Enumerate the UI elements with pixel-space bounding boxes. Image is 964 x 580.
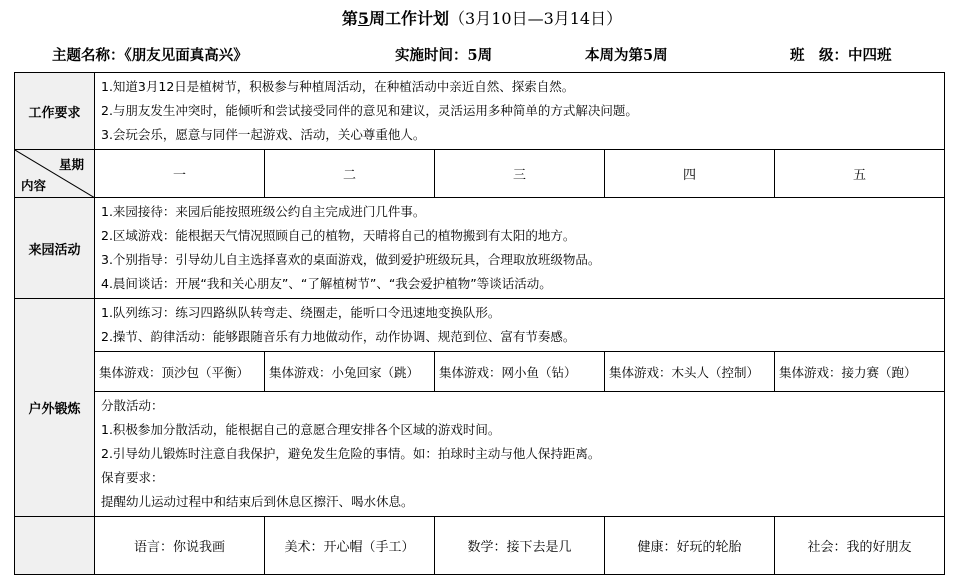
scattered-activities-row bbox=[15, 392, 945, 517]
requirements-label: 工作要求 bbox=[15, 73, 95, 150]
game-wednesday: 集体游戏：网小鱼（钻） bbox=[435, 352, 605, 392]
weekly-plan-table bbox=[14, 72, 945, 575]
arrival-content bbox=[95, 198, 945, 299]
outdoor-label: 户外锻炼 bbox=[15, 299, 95, 517]
scattered-line: 1.积极参加分散活动，能根据自己的意愿合理安排各个区域的游戏时间。 bbox=[101, 422, 501, 437]
requirement-line: 1.知道3月12日是植树节，积极参与种植周活动，在种植活动中亲近自然、探索自然。 bbox=[101, 79, 575, 94]
requirements-content bbox=[95, 73, 945, 150]
subjects-row bbox=[15, 517, 945, 575]
weekday-header-row bbox=[15, 150, 945, 198]
subject-friday: 社会：我的好朋友 bbox=[775, 517, 945, 575]
arrival-line: 2.区域游戏：能根据天气情况照顾自己的植物，天晴将自己的植物搬到有太阳的地方。 bbox=[101, 228, 576, 243]
weekday-header-label: 星期 bbox=[58, 157, 84, 172]
subject-thursday: 健康：好玩的轮胎 bbox=[605, 517, 775, 575]
requirement-line: 2.与朋友发生冲突时，能倾听和尝试接受同伴的意见和建议，灵活运用多种简单的方式解决问题。 bbox=[101, 103, 638, 118]
game-friday: 集体游戏：接力赛（跑） bbox=[775, 352, 945, 392]
page-title bbox=[0, 6, 964, 29]
subject-tuesday: 美术：开心帽（手工） bbox=[265, 517, 435, 575]
scattered-line: 保育要求： bbox=[101, 470, 164, 485]
requirement-line: 3.会玩会乐，愿意与同伴一起游戏、活动，关心尊重他人。 bbox=[101, 127, 426, 142]
arrival-label: 来园活动 bbox=[15, 198, 95, 299]
weekday-wednesday: 三 bbox=[435, 150, 605, 198]
diagonal-header-cell bbox=[15, 150, 95, 198]
scattered-activities-content bbox=[95, 392, 945, 517]
outdoor-line: 1.队列练习：练习四路纵队转弯走、绕圈走，能听口令迅速地变换队形。 bbox=[101, 305, 501, 320]
title-week-number: 5 bbox=[357, 9, 370, 28]
weekday-thursday: 四 bbox=[605, 150, 775, 198]
current-week: 本周为第5周 bbox=[585, 47, 668, 64]
title-prefix: 第 bbox=[341, 9, 358, 28]
outdoor-line: 2.操节、韵律活动：能够跟随音乐有力地做动作，动作协调、规范到位、富有节奏感。 bbox=[101, 329, 576, 344]
arrival-line: 3.个别指导：引导幼儿自主选择喜欢的桌面游戏，做到爱护班级玩具，合理取放班级物品。 bbox=[101, 252, 601, 267]
weekday-monday: 一 bbox=[95, 150, 265, 198]
subjects-label-empty bbox=[15, 517, 95, 575]
theme-name: 主题名称：《朋友见面真高兴》 bbox=[52, 47, 248, 64]
weekday-friday: 五 bbox=[775, 150, 945, 198]
scattered-line: 2.引导幼儿锻炼时注意自我保护，避免发生危险的事情。如：拍球时主动与他人保持距离。 bbox=[101, 446, 601, 461]
arrival-line: 1.来园接待：来园后能按照班级公约自主完成进门几件事。 bbox=[101, 204, 426, 219]
outdoor-drills-row bbox=[15, 299, 945, 352]
content-header-label: 内容 bbox=[21, 178, 47, 193]
subject-wednesday: 数学：接下去是几 bbox=[435, 517, 605, 575]
game-monday: 集体游戏：顶沙包（平衡） bbox=[95, 352, 265, 392]
class-name: 班 级：中四班 bbox=[790, 47, 892, 64]
subject-monday: 语言：你说我画 bbox=[95, 517, 265, 575]
scattered-line: 分散活动： bbox=[101, 398, 164, 413]
scattered-line: 提醒幼儿运动过程中和结束后到休息区擦汗、喝水休息。 bbox=[101, 494, 414, 509]
game-tuesday: 集体游戏：小兔回家（跳） bbox=[265, 352, 435, 392]
game-thursday: 集体游戏：木头人（控制） bbox=[605, 352, 775, 392]
group-games-row bbox=[15, 352, 945, 392]
title-suffix: 周工作计划 bbox=[369, 9, 450, 28]
weekday-tuesday: 二 bbox=[265, 150, 435, 198]
requirements-row bbox=[15, 73, 945, 150]
implementation-time: 实施时间：5周 bbox=[395, 47, 493, 64]
arrival-row bbox=[15, 198, 945, 299]
title-dates: （3月10日—3月14日） bbox=[449, 9, 623, 28]
outdoor-drills-content bbox=[95, 299, 945, 352]
arrival-line: 4.晨间谈话：开展“我和关心朋友”、“了解植树节”、“我会爱护植物”等谈话活动。 bbox=[101, 276, 552, 291]
